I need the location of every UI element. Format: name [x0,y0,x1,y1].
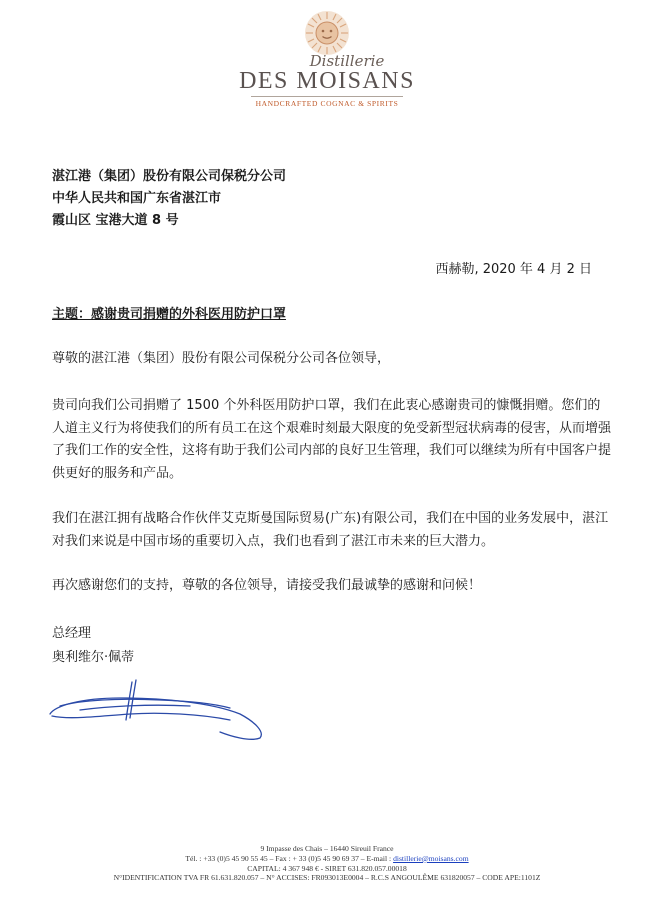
footer-contact [0,854,654,864]
handwritten-signature [40,670,270,750]
footer-capital: CAPITAL: 4 367 948 € - SIRET 631.820.057.00018 [247,863,407,873]
footer-ids: N°IDENTIFICATION TVA FR 61.631.820.057 – N° ACCISES: FR093013E0004 – R.C.S ANGOULÊME 631820057 – CODE APE:1101Z [113,873,541,883]
recipient-line-2: 中华人民共和国广东省湛江市 [52,191,222,206]
company-logo [230,10,424,109]
recipient-address [52,166,286,232]
recipient-line-3: 霞山区 宝港大道 8 号 [52,213,179,228]
logo-divider [251,96,403,97]
logo-tagline: HANDCRAFTED COGNAC & SPIRITS [255,99,399,108]
letter-date: 西赫勒, 2020 年 4 月 2 日 [435,262,592,277]
letter-footer [0,844,654,883]
footer-address: 9 Impasse des Chais – 16440 Sireuil France [260,844,394,853]
logo-script-text: Distillerie [309,52,385,70]
footer-contact-text: Tél. : +33 (0)5 45 90 55 45 – Fax : + 33 (0)5 45 90 69 37 – E-mail : [185,853,394,863]
footer-email-link[interactable]: distillerie@moisans.com [393,853,469,863]
body-paragraph-2: 我们在湛江拥有战略合作伙伴艾克斯曼国际贸易(广东)有限公司，我们在中国的业务发展中，湛江对我们来说是中国市场的重要切入点，我们也看到了湛江市未来的巨大潜力。 [52,511,609,549]
sun-emblem-icon [304,10,350,56]
greeting: 尊敬的湛江港（集团）股份有限公司保税分公司各位领导， [52,351,391,366]
body-paragraph-3: 再次感谢您们的支持，尊敬的各位领导，请接受我们最诚挚的感谢和问候！ [52,578,482,593]
letter-subject: 主题：感谢贵司捐赠的外科医用防护口罩 [52,307,287,322]
signer-title: 总经理 [52,626,92,641]
logo-name-text: DES MOISANS [239,68,415,94]
recipient-line-1: 湛江港（集团）股份有限公司保税分公司 [52,169,287,184]
body-paragraph-1: 贵司向我们公司捐赠了 1500 个外科医用防护口罩，我们在此衷心感谢贵司的慷慨捐赠。您们的人道主义行为将使我们的所有员工在这个艰难时刻最大限度的免受新型冠状病毒的侵害，从而增强了我们工作的安全性，这将有助于我们公司内部的良好卫生管理，我们可以继续为所有中国客户提供更好的服务和产品。 [52,398,612,481]
signer-name: 奥利维尔·佩蒂 [52,650,135,665]
